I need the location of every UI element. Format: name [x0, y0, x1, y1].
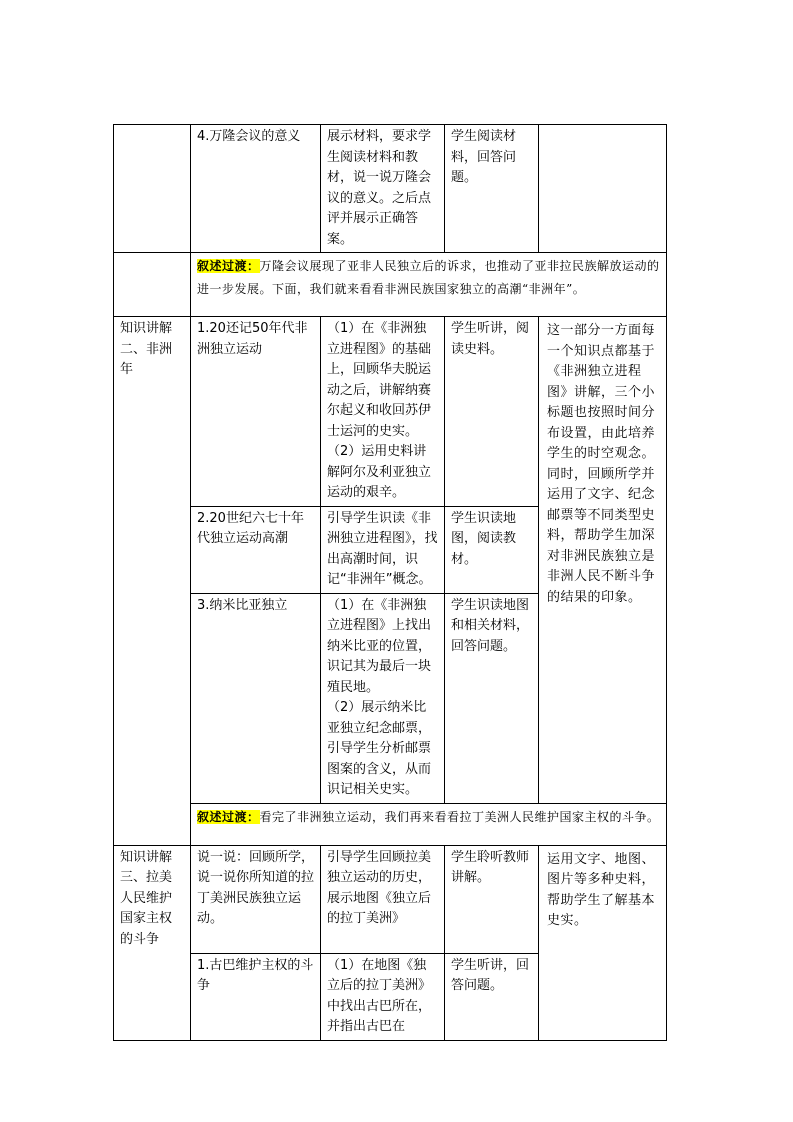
section-header-cell: 知识讲解三、拉美人民维护国家主权的斗争	[114, 845, 191, 1040]
design-notes-cell: 这一部分一方面每一个知识点都基于《非洲独立进程图》讲解，三个小标题也按照时间分布设置，由此培养学生的时空观念。同时，回顾所学并运用了文字、纪念邮票等不同类型史料，帮助学生加深对非洲民族独立是非洲人民不断斗争的结果的印象。	[539, 317, 667, 804]
teacher-activity-cell	[321, 593, 445, 803]
student-activity-cell: 学生识读地图和相关材料，回答问题。	[445, 593, 539, 803]
teacher-activity-cell: 引导学生回顾拉美独立运动的历史，展示地图《独立后的拉丁美洲》	[321, 845, 445, 953]
table-row	[114, 845, 667, 953]
design-notes-cell-empty	[539, 125, 667, 253]
topic-cell: 说一说：回顾所学，说一说你所知道的拉丁美洲民族独立运动。	[191, 845, 321, 953]
topic-cell: 4.万隆会议的意义	[191, 125, 321, 253]
lesson-plan-table	[113, 124, 667, 1041]
teacher-step-1: （1）在《非洲独立进程图》的基础上，回顾华夫脱运动之后，讲解纳赛尔起义和收回苏伊士运河的史实。	[327, 321, 432, 439]
teacher-activity-cell	[321, 317, 445, 507]
teacher-activity-cell: （1）在地图《独立后的拉丁美洲》中找出古巴所在，并指出古巴在	[321, 953, 445, 1040]
table-row-transition-1	[114, 253, 667, 317]
table-row	[114, 317, 667, 507]
student-activity-cell: 学生听讲，阅读史料。	[445, 317, 539, 507]
table-row-transition-2	[114, 803, 667, 845]
student-activity-cell: 学生阅读材料，回答问题。	[445, 125, 539, 253]
transition-label: 叙述过渡：	[197, 809, 260, 824]
transition-text: 看完了非洲独立运动，我们再来看看拉丁美洲人民维护国家主权的斗争。	[259, 809, 660, 824]
transition-text: 万隆会议展现了亚非人民独立后的诉求，也推动了亚非拉民族解放运动的进一步发展。下面，我们就来看看非洲民族国家独立的高潮“非洲年”。	[197, 259, 660, 296]
topic-cell: 3.纳米比亚独立	[191, 593, 321, 803]
student-activity-cell: 学生识读地图，阅读教材。	[445, 506, 539, 593]
transition-cell	[191, 253, 667, 317]
topic-cell: 1.古巴维护主权的斗争	[191, 953, 321, 1040]
transition-cell	[191, 803, 667, 845]
design-notes-cell: 运用文字、地图、图片等多种史料，帮助学生了解基本史实。	[539, 845, 667, 1040]
teacher-step-2: （2）运用史料讲解阿尔及利亚独立运动的艰辛。	[327, 444, 432, 500]
transition-label: 叙述过渡：	[197, 259, 260, 273]
student-activity-cell: 学生聆听教师讲解。	[445, 845, 539, 953]
table-row-bandung	[114, 125, 667, 253]
topic-cell: 1.20还记50年代非洲独立运动	[191, 317, 321, 507]
teacher-step-1: （1）在《非洲独立进程图》上找出纳米比亚的位置，识记其为最后一块殖民地。	[327, 597, 432, 695]
section-header-cell: 知识讲解二、非洲年	[114, 317, 191, 846]
student-activity-cell: 学生听讲，回答问题。	[445, 953, 539, 1040]
teacher-step-2: （2）展示纳米比亚独立纪念邮票，引导学生分析邮票图案的含义，从而识记相关史实。	[327, 700, 432, 797]
topic-cell: 2.20世纪六七十年代独立运动高潮	[191, 506, 321, 593]
teacher-activity-cell: 展示材料，要求学生阅读材料和教材，说一说万隆会议的意义。之后点评并展示正确答案。	[321, 125, 445, 253]
teacher-activity-cell: 引导学生识读《非洲独立进程图》，找出高潮时间，识记“非洲年”概念。	[321, 506, 445, 593]
section-header-cell-empty	[114, 253, 191, 317]
section-header-cell-empty	[114, 125, 191, 253]
